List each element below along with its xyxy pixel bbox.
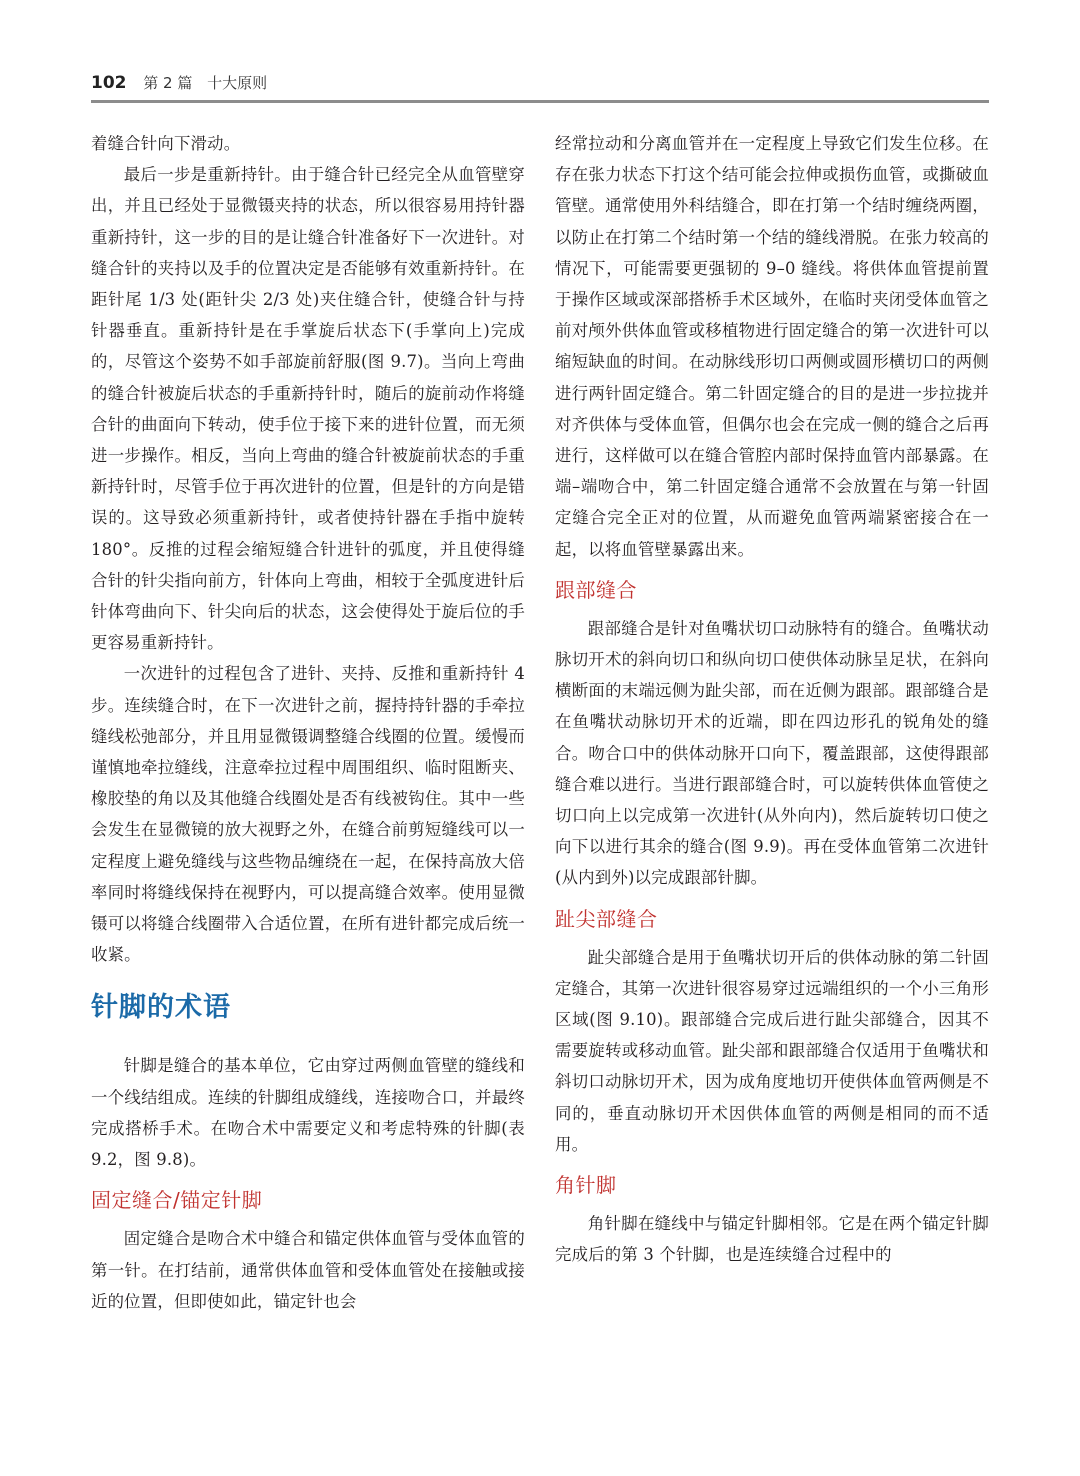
header-rule <box>91 100 989 103</box>
running-header <box>91 72 989 98</box>
paragraph: 针脚是缝合的基本单位，它由穿过两侧血管壁的缝线和一个线结组成。连续的针脚组成缝线，连接吻合口，并最终完成搭桥手术。在吻合术中需要定义和考虑特殊的针脚(表 9.2，图 9.8)。 <box>91 1056 525 1170</box>
part-label: 第 2 篇 <box>143 74 193 92</box>
subsection-heading-toe-stitch: 趾尖部缝合 <box>555 906 658 931</box>
section-heading-stitch-terms: 针脚的术语 <box>91 992 231 1024</box>
paragraph-continued: 经常拉动和分离血管并在一定程度上导致它们发生位移。在存在张力状态下打这个结可能会拉伸或损伤血管，或撕破血管壁。通常使用外科结缝合，即在打第一个结时缠绕两圈，以防止在打第二个结时第一个结的缝线滑脱。在张力较高的情况下，可能需要更强韧的 9–0 缝线。将供体血管提前置于操作区域或深部搭桥手术区域外，在临时夹闭受体血管之前对颅外供体血管或移植物进行固定缝合的第一次进针可以缩短缺血的时间。在动脉线形切口两侧或圆形横切口的两侧进行两针固定缝合。第二针固定缝合的目的是进一步拉拢并对齐供体与受体血管，但偶尔也会在完成一侧的缝合之后再进行，这样做可以在缝合管腔内部时保持血管内部暴露。在端–端吻合中，第二针固定缝合通常不会放置在与第一针固定缝合完全正对的位置，从而避免血管两端紧密接合在一起，以将血管壁暴露出来。 <box>555 134 989 559</box>
subsection-heading-corner-stitch: 角针脚 <box>555 1173 617 1198</box>
left-column <box>91 128 525 1317</box>
paragraph: 趾尖部缝合是用于鱼嘴状切开后的供体动脉的第二针固定缝合，其第一次进针很容易穿过远端组织的一个小三角形区域(图 9.10)。跟部缝合完成后进行趾尖部缝合，因其不需要旋转或移动血管。趾尖部和跟部缝合仅适用于鱼嘴状和斜切口动脉切开术，因为成角度地切开使供体血管两侧是不同的，垂直动脉切开术因供体血管的两侧是相同的而不适用。 <box>555 947 989 1154</box>
paragraph: 最后一步是重新持针。由于缝合针已经完全从血管壁穿出，并且已经处于显微镊夹持的状态，所以很容易用持针器重新持针，这一步的目的是让缝合针准备好下一次进针。对缝合针的夹持以及手的位置决定是否能够有效重新持针。在距针尾 1/3 处(距针尖 2/3 处)夹住缝合针，使缝合针与持针器垂直。重新持针是在手掌旋后状态下(手掌向上)完成的，尽管这个姿势不如手部旋前舒服(图 9.7)。当向上弯曲的缝合针被旋后状态的手重新持针时，随后的旋前动作将缝合针的曲面向下转动，使手位于接下来的进针位置，而无须进一步操作。相反，当向上弯曲的缝合针被旋前状态的手重新持针时，尽管手位于再次进针的位置，但是针的方向是错误的。这导致必须重新持针，或者使持针器在手指中旋转 180°。反推的过程会缩短缝合针进针的弧度，并且使得缝合针的针尖指向前方，针体向上弯曲，相较于全弧度进针后针体弯曲向下、针尖向后的状态，这会使得处于旋后位的手更容易重新持针。 <box>91 165 525 653</box>
paragraph: 一次进针的过程包含了进针、夹持、反推和重新持针 4 步。连续缝合时，在下一次进针之前，握持持针器的手牵拉缝线松弛部分，并且用显微镊调整缝合线圈的位置。缓慢而谨慎地牵拉缝线，注意牵拉过程中周围组织、临时阻断夹、橡胶垫的角以及其他缝合线圈处是否有线被钩住。其中一些会发生在显微镜的放大视野之外，在缝合前剪短缝线可以一定程度上避免缝线与这些物品缠绕在一起，在保持高放大倍率同时将缝线保持在视野内，可以提高缝合效率。使用显微镊可以将缝合线圈带入合适位置，在所有进针都完成后统一收紧。 <box>91 664 525 965</box>
paragraph-continued: 着缝合针向下滑动。 <box>91 134 241 153</box>
subsection-heading-anchor-stitch: 固定缝合/锚定针脚 <box>91 1188 263 1213</box>
subsection-heading-heel-stitch: 跟部缝合 <box>555 577 637 602</box>
part-title: 十大原则 <box>207 74 268 92</box>
paragraph: 角针脚在缝线中与锚定针脚相邻。它是在两个锚定针脚完成后的第 3 个针脚，也是连续缝合过程中的 <box>555 1214 989 1265</box>
page-number: 102 <box>91 73 127 93</box>
paragraph: 跟部缝合是针对鱼嘴状切口动脉特有的缝合。鱼嘴状动脉切开术的斜向切口和纵向切口使供体动脉呈足状，在斜向横断面的末端远侧为趾尖部，而在近侧为跟部。跟部缝合是在鱼嘴状动脉切开术的近端，即在四边形孔的锐角处的缝合。吻合口中的供体动脉开口向下，覆盖跟部，这使得跟部缝合难以进行。当进行跟部缝合时，可以旋转供体血管使之切口向上以完成第一次进针(从外向内)，然后旋转切口使之向下以进行其余的缝合(图 9.9)。再在受体血管第二次进针(从内到外)以完成跟部针脚。 <box>555 618 989 888</box>
paragraph: 固定缝合是吻合术中缝合和锚定供体血管与受体血管的第一针。在打结前，通常供体血管和受体血管处在接触或接近的位置，但即使如此，锚定针也会 <box>91 1229 525 1311</box>
right-column <box>555 128 989 1271</box>
